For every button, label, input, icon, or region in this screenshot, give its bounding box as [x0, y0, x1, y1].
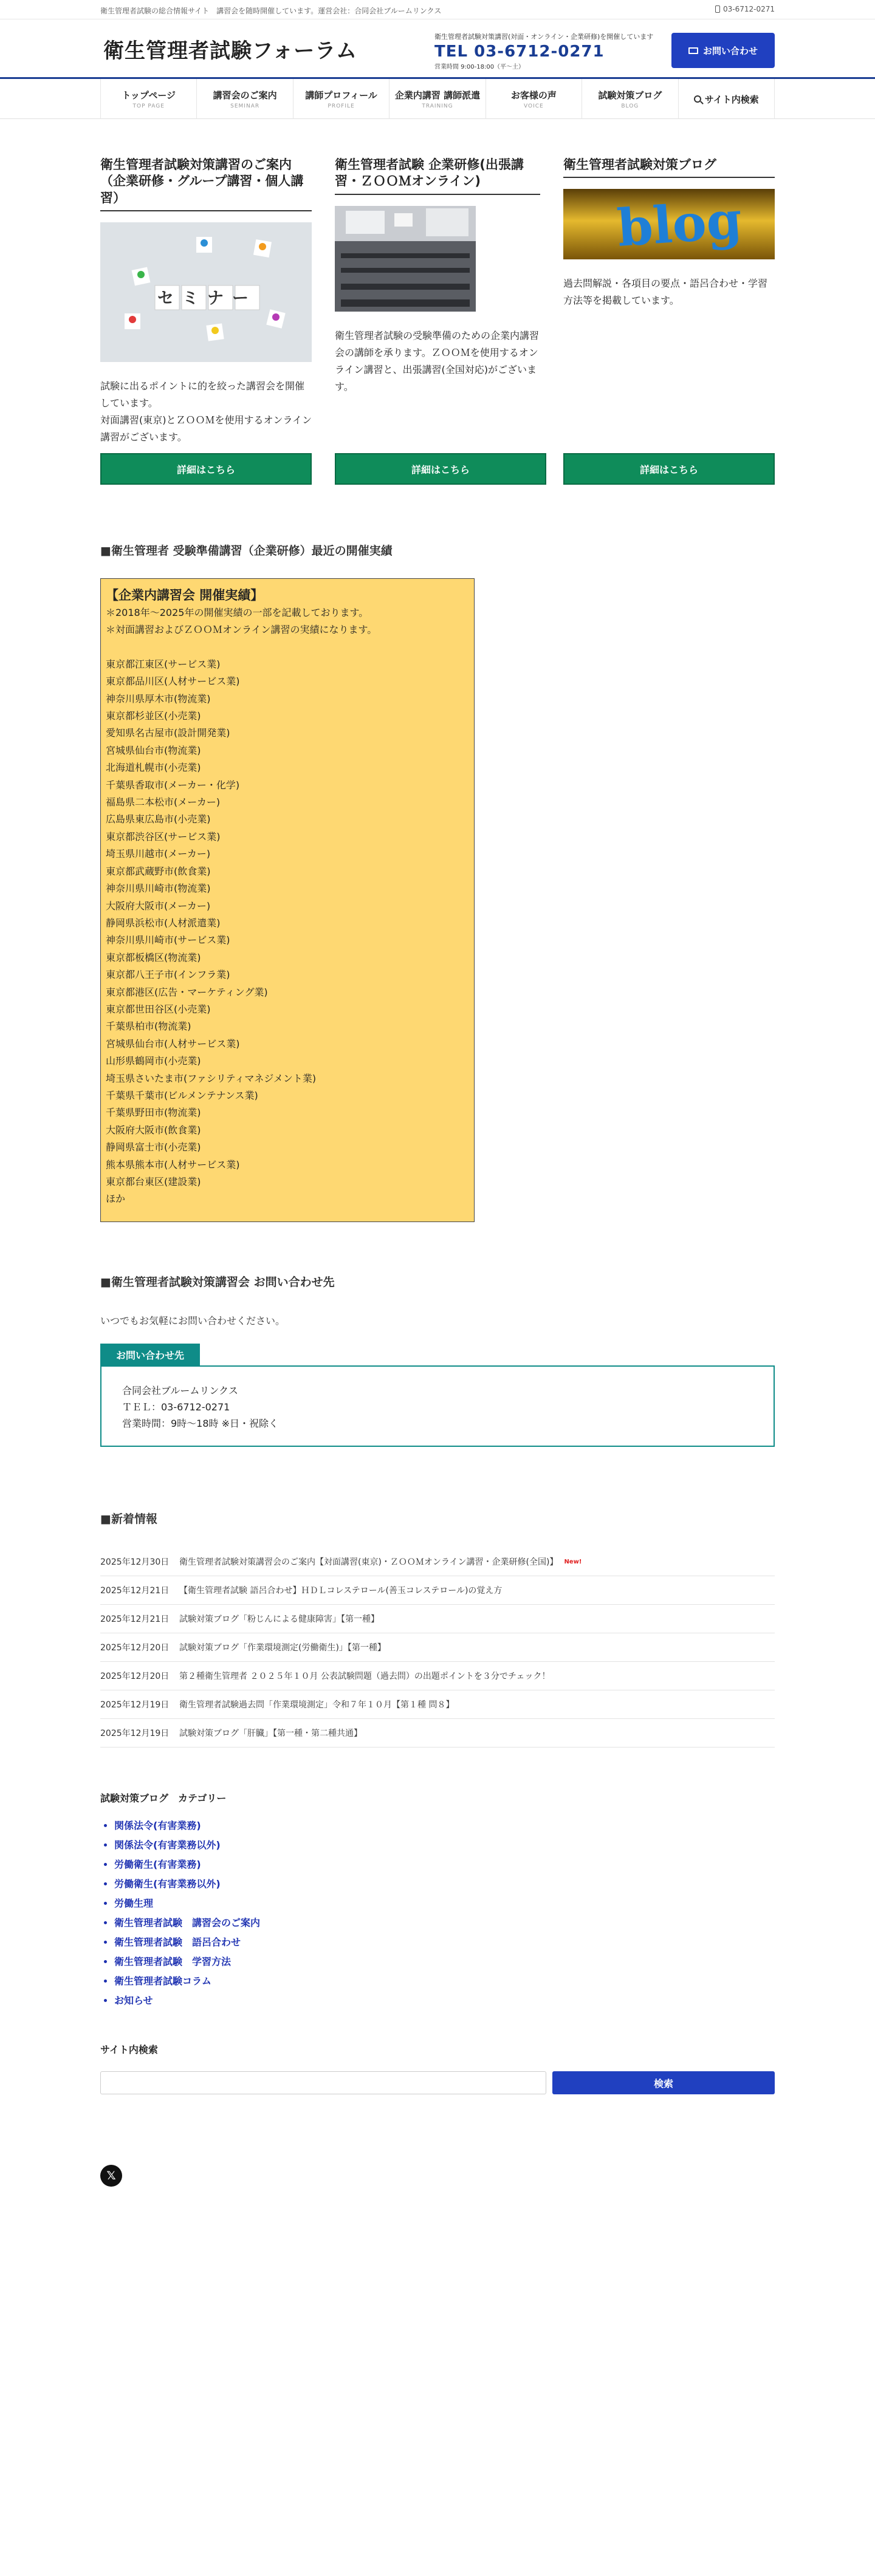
record-item: 東京都港区(広告・マーケティング業) [106, 986, 268, 998]
record-item: 静岡県浜松市(人材派遣業) [106, 917, 221, 929]
record-item: 愛知県名古屋市(設計開発業) [106, 727, 230, 739]
record-list [106, 656, 469, 1208]
category-link[interactable]: • 関係法令(有害業務以外) [114, 1836, 260, 1855]
record-item: 東京都武蔵野市(飲食業) [106, 865, 211, 877]
nav-label: トップページ [122, 90, 176, 101]
header-contact-button[interactable] [671, 33, 775, 68]
news-date: 2025年12月30日 [100, 1557, 170, 1567]
contact-heading: ■衛生管理者試験対策講習会 お問い合わせ先 [100, 1276, 335, 1289]
feature-cards [100, 157, 775, 485]
record-item: 神奈川県川崎市(物流業) [106, 883, 211, 895]
card-title: 衛生管理者試験対策ブログ [563, 157, 775, 178]
contact-company: 合同会社ブルームリンクス [122, 1385, 238, 1396]
record-item: 東京都渋谷区(サービス業) [106, 830, 221, 842]
record-item: 東京都八王子市(インフラ業) [106, 969, 230, 981]
phone-icon [715, 5, 720, 13]
card-text: 試験に出るポイントに的を絞った講習会を開催しています。 対面講習(東京)とＺＯＯＭを使用するオンライン講習がございます。 [100, 380, 312, 443]
site-search-button[interactable]: 検索 [552, 2071, 775, 2094]
news-date: 2025年12月20日 [100, 1643, 170, 1653]
category-link[interactable]: • お知らせ [114, 1991, 260, 2011]
record-item: 熊本県熊本市(人材サービス業) [106, 1158, 240, 1170]
nav-sublabel: TRAINING [422, 103, 453, 109]
record-item: 神奈川県川崎市(サービス業) [106, 934, 230, 946]
news-row[interactable] [100, 1690, 775, 1719]
category-link[interactable]: • 労働生理 [114, 1894, 260, 1913]
nav-blog[interactable] [582, 79, 678, 119]
card-seminar [100, 157, 312, 485]
news-row[interactable] [100, 1548, 775, 1576]
topbar-tel-text: 03-6712-0271 [722, 5, 775, 13]
seminar-image-label: セミナー [157, 289, 257, 308]
x-share-icon[interactable]: 𝕏 [100, 2165, 122, 2187]
nav-sublabel: VOICE [524, 103, 544, 109]
record-note: ＊2018年～2025年の開催実績の一部を記載しております。 [106, 607, 369, 618]
blog-image [563, 189, 775, 262]
record-item: 宮城県仙台市(物流業) [106, 744, 201, 756]
contact-box [100, 1365, 775, 1447]
news-date: 2025年12月19日 [100, 1729, 170, 1738]
header-service-note: 衛生管理者試験対策講習(対面・オンライン・企業研修)を開催しています [434, 33, 654, 41]
record-item: 東京都品川区(人材サービス業) [106, 675, 240, 688]
record-item: 千葉県柏市(物流業) [106, 1020, 191, 1033]
news-date: 2025年12月20日 [100, 1672, 170, 1681]
category-link[interactable]: • 労働衛生(有害業務) [114, 1855, 260, 1874]
card-training [335, 157, 540, 485]
header-contact-label: お問い合わせ [702, 45, 758, 56]
news-title-link[interactable]: 【衛生管理者試験 語呂合わせ】ＨＤＬコレステロール(善玉コレステロール)の覚え方 [179, 1586, 503, 1596]
record-box-title: 【企業内講習会 開催実績】 [106, 588, 264, 603]
news-heading: ■新着情報 [100, 1512, 157, 1526]
category-link[interactable]: • 労働衛生(有害業務以外) [114, 1874, 260, 1894]
record-item: 千葉県千葉市(ビルメンテナンス業) [106, 1089, 258, 1101]
record-item: 大阪府大阪市(メーカー) [106, 900, 211, 912]
nav-label: 試験対策ブログ [598, 90, 662, 101]
card-training-more-button[interactable]: 詳細はこちら [335, 453, 546, 485]
record-item: 大阪府大阪市(飲食業) [106, 1124, 201, 1136]
record-item: 神奈川県厚木市(物流業) [106, 692, 211, 705]
site-logo[interactable]: 衛生管理者試験フォーラム [103, 39, 357, 63]
card-text: 過去問解説・各項目の要点・語呂合わせ・学習方法等を掲載しています。 [563, 278, 768, 307]
nav-sublabel: TOP PAGE [132, 103, 165, 109]
news-title-link[interactable]: 衛生管理者試験対策講習会のご案内【対面講習(東京)・ＺＯＯＭオンライン講習・企業研修(全国)】 [179, 1557, 558, 1567]
mail-icon [688, 47, 698, 54]
news-date: 2025年12月19日 [100, 1700, 170, 1710]
nav-sublabel: BLOG [621, 103, 639, 109]
category-link[interactable]: • 関係法令(有害業務) [114, 1816, 260, 1836]
category-list [114, 1816, 260, 2011]
record-item: 東京都台東区(建設業) [106, 1176, 201, 1187]
search-icon [694, 95, 701, 103]
nav-site-search[interactable] [679, 79, 775, 119]
contact-tab-label: お問い合わせ先 [100, 1344, 200, 1365]
site-tagline: 衛生管理者試験の総合情報サイト 講習会を随時開催しています。運営会社：合同会社ブルームリンクス [100, 7, 442, 15]
card-title: 衛生管理者試験 企業研修(出張講習・ＺＯＯＭオンライン) [335, 157, 540, 195]
record-item: ほか [106, 1193, 126, 1205]
site-header [0, 19, 875, 79]
contact-hours: 営業時間：9時～18時 ※日・祝除く [122, 1418, 279, 1429]
nav-top[interactable] [101, 79, 197, 119]
category-link[interactable]: • 衛生管理者試験コラム [114, 1972, 260, 1991]
category-link[interactable]: • 衛生管理者試験 語呂合わせ [114, 1933, 260, 1952]
header-contact-info [434, 32, 653, 70]
blog-image-label: blog [615, 190, 744, 259]
seminar-image [100, 222, 312, 364]
category-title: 試験対策ブログ カテゴリー [100, 1792, 227, 1804]
news-list [100, 1548, 775, 1748]
record-heading: ■衛生管理者 受験準備講習（企業研修）最近の開催実績 [100, 544, 393, 558]
record-item: 埼玉県さいたま市(ファシリティマネジメント業) [106, 1072, 317, 1084]
contact-tel[interactable]: ＴＥＬ：03-6712-0271 [122, 1401, 230, 1413]
card-blog-more-button[interactable]: 詳細はこちら [563, 453, 775, 485]
news-title-link[interactable]: 試験対策ブログ「肝臓」【第一種・第二種共通】 [179, 1729, 362, 1738]
nav-sublabel: PROFILE [328, 103, 355, 109]
news-title-link[interactable]: 第２種衛生管理者 ２０２５年１０月 公表試験問題（過去問）の出題ポイントを３分でチェック！ [179, 1672, 551, 1681]
record-item: 東京都世田谷区(小売業) [106, 1003, 211, 1015]
record-item: 静岡県富士市(小売業) [106, 1141, 201, 1153]
news-title-link[interactable]: 衛生管理者試験過去問「作業環境測定」令和７年１０月【第１種 問８】 [179, 1700, 455, 1710]
category-link[interactable]: • 衛生管理者試験 講習会のご案内 [114, 1913, 260, 1933]
card-text: 衛生管理者試験の受験準備のための企業内講習会の講師を承ります。ＺＯＯＭを使用するオンライン講習と、出張講習(全国対応)がございます。 [335, 329, 540, 392]
news-date: 2025年12月21日 [100, 1614, 170, 1624]
record-item: 東京都板橋区(物流業) [106, 951, 201, 963]
category-link[interactable]: • 衛生管理者試験 学習方法 [114, 1952, 260, 1972]
record-item: 山形県鶴岡市(小売業) [106, 1055, 201, 1067]
record-note: ＊対面講習およびＺＯＯＭオンライン講習の実績になります。 [106, 624, 377, 636]
site-search-input[interactable] [100, 2071, 546, 2094]
nav-seminar[interactable] [197, 79, 293, 119]
record-item: 埼玉県川越市(メーカー) [106, 848, 211, 860]
record-item: 東京都江東区(サービス業) [106, 658, 221, 670]
record-item: 千葉県香取市(メーカー・化学) [106, 779, 240, 791]
nav-label: 講師プロフィール [305, 90, 377, 101]
topbar-tel[interactable] [715, 5, 775, 13]
news-title-link[interactable]: 試験対策ブログ「作業環境測定(労働衛生)」【第一種】 [179, 1643, 386, 1653]
record-item: 千葉県野田市(物流業) [106, 1107, 201, 1119]
new-badge: New! [564, 1558, 582, 1565]
record-item: 福島県二本松市(メーカー) [106, 796, 221, 808]
training-room-image [335, 206, 540, 314]
news-title-link[interactable]: 試験対策ブログ「粉じんによる健康障害」【第一種】 [179, 1614, 379, 1624]
top-bar [0, 0, 875, 19]
nav-profile[interactable] [293, 79, 389, 119]
header-tel[interactable]: TEL 03-6712-0271 [434, 43, 605, 61]
nav-label: サイト内検索 [704, 94, 759, 105]
record-item: 東京都杉並区(小売業) [106, 710, 201, 722]
record-item: 北海道札幌市(小売業) [106, 762, 201, 774]
card-seminar-more-button[interactable]: 詳細はこちら [100, 453, 312, 485]
nav-sublabel: SEMINAR [230, 103, 260, 109]
nav-label: 講習会のご案内 [213, 90, 277, 101]
record-box [100, 578, 475, 1222]
site-search-title: サイト内検索 [100, 2044, 158, 2055]
nav-label: 企業内講習 講師派遣 [394, 90, 481, 101]
news-row[interactable] [100, 1719, 775, 1748]
record-item: 宮城県仙台市(人材サービス業) [106, 1037, 240, 1050]
nav-label: お客様の声 [510, 90, 557, 101]
news-row[interactable] [100, 1605, 775, 1633]
nav-voice[interactable] [486, 79, 582, 119]
news-row[interactable] [100, 1662, 775, 1690]
record-item: 広島県東広島市(小売業) [106, 813, 211, 825]
card-blog [563, 157, 775, 485]
news-row[interactable] [100, 1633, 775, 1662]
card-title: 衛生管理者試験対策講習のご案内（企業研修・グループ講習・個人講習） [100, 157, 312, 211]
news-row[interactable] [100, 1576, 775, 1605]
news-date: 2025年12月21日 [100, 1586, 170, 1596]
global-nav [0, 79, 875, 119]
nav-training[interactable] [389, 79, 486, 119]
contact-intro: いつでもお気軽にお問い合わせください。 [100, 1315, 286, 1327]
header-hours: 営業時間 9:00-18:00（平～土） [434, 64, 525, 70]
